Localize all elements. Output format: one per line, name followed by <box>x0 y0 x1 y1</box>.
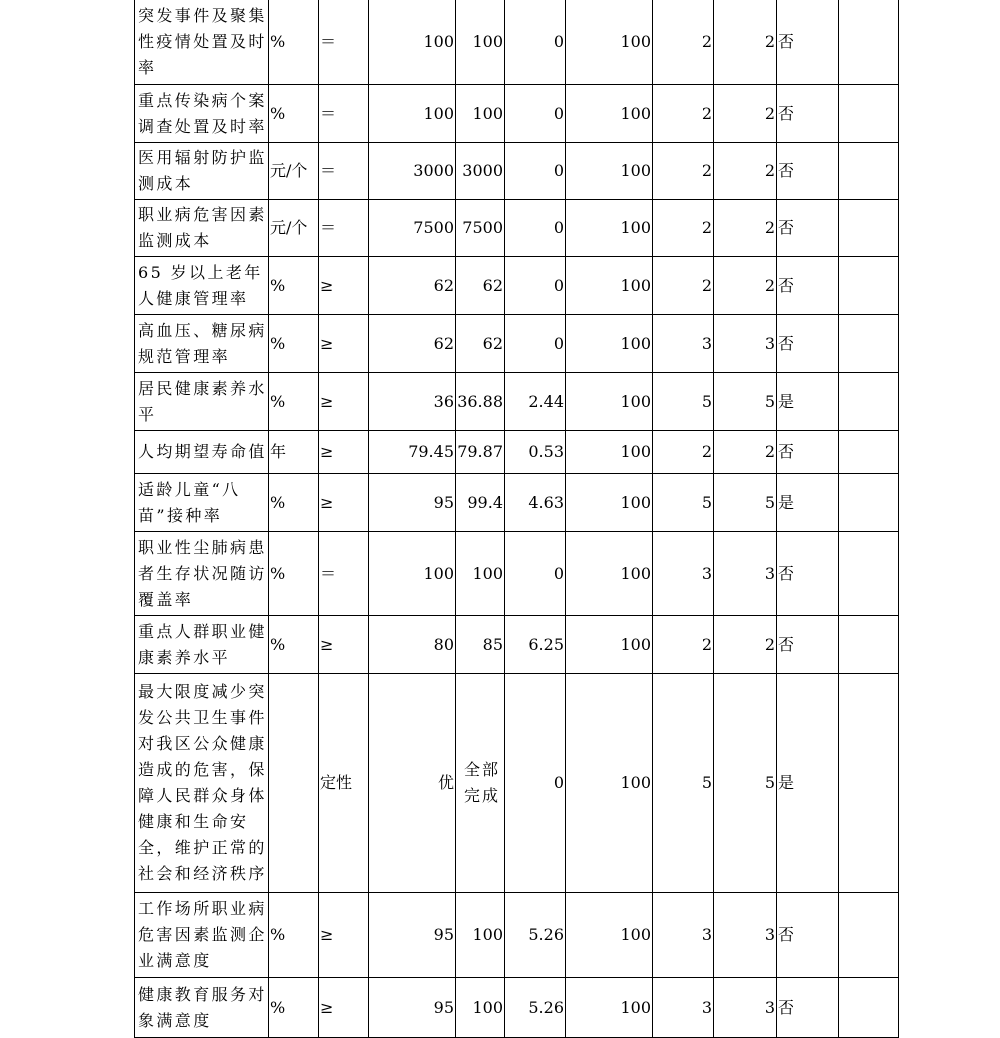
cell-score_b: 2 <box>714 143 777 200</box>
cell-target: 80 <box>369 616 456 674</box>
cell-note <box>839 85 899 143</box>
cell-note <box>839 200 899 257</box>
cell-score_a: 5 <box>653 373 714 431</box>
cell-w: 100 <box>566 200 653 257</box>
cell-dev: 0 <box>505 532 566 616</box>
cell-dev: 0 <box>505 143 566 200</box>
cell-w: 100 <box>566 0 653 85</box>
cell-target: 62 <box>369 257 456 315</box>
cell-op: 定性 <box>319 674 369 893</box>
cell-actual: 36.88 <box>456 373 505 431</box>
table-row <box>135 474 899 532</box>
cell-dev: 5.26 <box>505 978 566 1038</box>
cell-unit: % <box>269 0 319 85</box>
cell-score_b: 2 <box>714 0 777 85</box>
cell-score_a: 2 <box>653 616 714 674</box>
cell-flag: 否 <box>777 143 839 200</box>
cell-score_a: 2 <box>653 200 714 257</box>
cell-target: 79.45 <box>369 431 456 474</box>
cell-actual: 99.4 <box>456 474 505 532</box>
cell-unit: % <box>269 532 319 616</box>
cell-score_a: 2 <box>653 431 714 474</box>
cell-flag: 否 <box>777 431 839 474</box>
cell-flag: 是 <box>777 474 839 532</box>
cell-w: 100 <box>566 85 653 143</box>
cell-flag: 否 <box>777 532 839 616</box>
table-row <box>135 200 899 257</box>
cell-dev: 2.44 <box>505 373 566 431</box>
cell-flag: 否 <box>777 616 839 674</box>
cell-w: 100 <box>566 315 653 373</box>
cell-actual: 100 <box>456 0 505 85</box>
cell-dev: 0 <box>505 85 566 143</box>
cell-name: 医用辐射防护监 测成本 <box>135 143 269 200</box>
cell-op: ＝ <box>319 0 369 85</box>
cell-target: 95 <box>369 893 456 978</box>
cell-score_a: 5 <box>653 674 714 893</box>
cell-op: ＝ <box>319 532 369 616</box>
cell-score_a: 3 <box>653 978 714 1038</box>
cell-score_b: 3 <box>714 532 777 616</box>
cell-op: ＝ <box>319 200 369 257</box>
cell-score_a: 2 <box>653 143 714 200</box>
cell-unit: % <box>269 616 319 674</box>
cell-score_a: 5 <box>653 474 714 532</box>
cell-target: 优 <box>369 674 456 893</box>
cell-actual: 3000 <box>456 143 505 200</box>
cell-dev: 0 <box>505 315 566 373</box>
cell-op: ≥ <box>319 315 369 373</box>
table-row <box>135 85 899 143</box>
cell-actual: 全部 完成 <box>456 674 505 893</box>
cell-unit: % <box>269 893 319 978</box>
cell-w: 100 <box>566 474 653 532</box>
cell-flag: 否 <box>777 893 839 978</box>
cell-op: ＝ <box>319 85 369 143</box>
cell-w: 100 <box>566 431 653 474</box>
cell-actual: 7500 <box>456 200 505 257</box>
table-row <box>135 532 899 616</box>
cell-note <box>839 431 899 474</box>
table-row <box>135 616 899 674</box>
cell-op: ＝ <box>319 143 369 200</box>
cell-name: 居民健康素养水 平 <box>135 373 269 431</box>
cell-target: 100 <box>369 532 456 616</box>
cell-flag: 否 <box>777 978 839 1038</box>
cell-note <box>839 143 899 200</box>
cell-unit: % <box>269 257 319 315</box>
cell-score_a: 2 <box>653 85 714 143</box>
cell-unit: 年 <box>269 431 319 474</box>
cell-w: 100 <box>566 674 653 893</box>
cell-score_b: 2 <box>714 200 777 257</box>
cell-unit: % <box>269 474 319 532</box>
cell-dev: 0.53 <box>505 431 566 474</box>
cell-unit: % <box>269 373 319 431</box>
cell-score_b: 3 <box>714 315 777 373</box>
performance-indicator-table <box>134 0 899 1038</box>
cell-score_b: 5 <box>714 474 777 532</box>
cell-score_b: 5 <box>714 674 777 893</box>
cell-score_a: 3 <box>653 893 714 978</box>
cell-flag: 是 <box>777 373 839 431</box>
cell-dev: 4.63 <box>505 474 566 532</box>
cell-score_b: 2 <box>714 85 777 143</box>
cell-w: 100 <box>566 532 653 616</box>
cell-target: 62 <box>369 315 456 373</box>
table-row <box>135 0 899 85</box>
cell-note <box>839 474 899 532</box>
cell-note <box>839 616 899 674</box>
cell-op: ≥ <box>319 431 369 474</box>
cell-score_a: 2 <box>653 257 714 315</box>
cell-target: 3000 <box>369 143 456 200</box>
cell-op: ≥ <box>319 616 369 674</box>
cell-note <box>839 257 899 315</box>
cell-flag: 否 <box>777 200 839 257</box>
cell-op: ≥ <box>319 978 369 1038</box>
cell-target: 36 <box>369 373 456 431</box>
table-row <box>135 978 899 1038</box>
cell-dev: 5.26 <box>505 893 566 978</box>
cell-target: 7500 <box>369 200 456 257</box>
cell-actual: 100 <box>456 978 505 1038</box>
table-row <box>135 257 899 315</box>
cell-note <box>839 373 899 431</box>
cell-target: 95 <box>369 978 456 1038</box>
cell-dev: 0 <box>505 674 566 893</box>
cell-unit: 元/个 <box>269 143 319 200</box>
cell-flag: 否 <box>777 315 839 373</box>
cell-name: 工作场所职业病 危害因素监测企 业满意度 <box>135 893 269 978</box>
cell-name: 健康教育服务对 象满意度 <box>135 978 269 1038</box>
cell-w: 100 <box>566 143 653 200</box>
cell-name: 高血压、糖尿病 规范管理率 <box>135 315 269 373</box>
cell-score_b: 2 <box>714 616 777 674</box>
cell-op: ≥ <box>319 257 369 315</box>
cell-unit: 元/个 <box>269 200 319 257</box>
cell-target: 95 <box>369 474 456 532</box>
cell-score_b: 3 <box>714 978 777 1038</box>
cell-note <box>839 674 899 893</box>
cell-score_a: 3 <box>653 315 714 373</box>
cell-note <box>839 315 899 373</box>
cell-unit: % <box>269 85 319 143</box>
table-row <box>135 893 899 978</box>
cell-actual: 100 <box>456 893 505 978</box>
cell-flag: 否 <box>777 0 839 85</box>
cell-flag: 否 <box>777 85 839 143</box>
cell-w: 100 <box>566 257 653 315</box>
cell-name: 职业病危害因素 监测成本 <box>135 200 269 257</box>
cell-w: 100 <box>566 978 653 1038</box>
cell-score_b: 3 <box>714 893 777 978</box>
table-row <box>135 315 899 373</box>
cell-score_a: 3 <box>653 532 714 616</box>
cell-name: 重点传染病个案 调查处置及时率 <box>135 85 269 143</box>
cell-target: 100 <box>369 0 456 85</box>
cell-actual: 79.87 <box>456 431 505 474</box>
cell-dev: 6.25 <box>505 616 566 674</box>
table-row <box>135 373 899 431</box>
cell-score_b: 2 <box>714 257 777 315</box>
cell-dev: 0 <box>505 257 566 315</box>
cell-actual: 62 <box>456 315 505 373</box>
cell-op: ≥ <box>319 474 369 532</box>
cell-dev: 0 <box>505 200 566 257</box>
table-row <box>135 431 899 474</box>
cell-name: 职业性尘肺病患 者生存状况随访 覆盖率 <box>135 532 269 616</box>
cell-target: 100 <box>369 85 456 143</box>
cell-op: ≥ <box>319 893 369 978</box>
cell-actual: 85 <box>456 616 505 674</box>
cell-name: 最大限度减少突 发公共卫生事件 对我区公众健康 造成的危害，保 障人民群众身体 健康和生命安 全，维护正常的 社会和经济秩序 <box>135 674 269 893</box>
cell-w: 100 <box>566 373 653 431</box>
cell-op: ≥ <box>319 373 369 431</box>
cell-unit <box>269 674 319 893</box>
cell-dev: 0 <box>505 0 566 85</box>
cell-name: 人均期望寿命值 <box>135 431 269 474</box>
cell-note <box>839 0 899 85</box>
cell-actual: 62 <box>456 257 505 315</box>
table-row <box>135 674 899 893</box>
cell-actual: 100 <box>456 85 505 143</box>
cell-note <box>839 893 899 978</box>
cell-w: 100 <box>566 893 653 978</box>
cell-actual: 100 <box>456 532 505 616</box>
cell-name: 突发事件及聚集 性疫情处置及时 率 <box>135 0 269 85</box>
cell-flag: 否 <box>777 257 839 315</box>
cell-name: 适龄儿童“八 苗”接种率 <box>135 474 269 532</box>
cell-score_b: 2 <box>714 431 777 474</box>
cell-score_a: 2 <box>653 0 714 85</box>
cell-note <box>839 532 899 616</box>
cell-score_b: 5 <box>714 373 777 431</box>
table-row <box>135 143 899 200</box>
cell-flag: 是 <box>777 674 839 893</box>
cell-unit: % <box>269 978 319 1038</box>
cell-note <box>839 978 899 1038</box>
cell-name: 65 岁以上老年 人健康管理率 <box>135 257 269 315</box>
cell-name: 重点人群职业健 康素养水平 <box>135 616 269 674</box>
cell-w: 100 <box>566 616 653 674</box>
cell-unit: % <box>269 315 319 373</box>
